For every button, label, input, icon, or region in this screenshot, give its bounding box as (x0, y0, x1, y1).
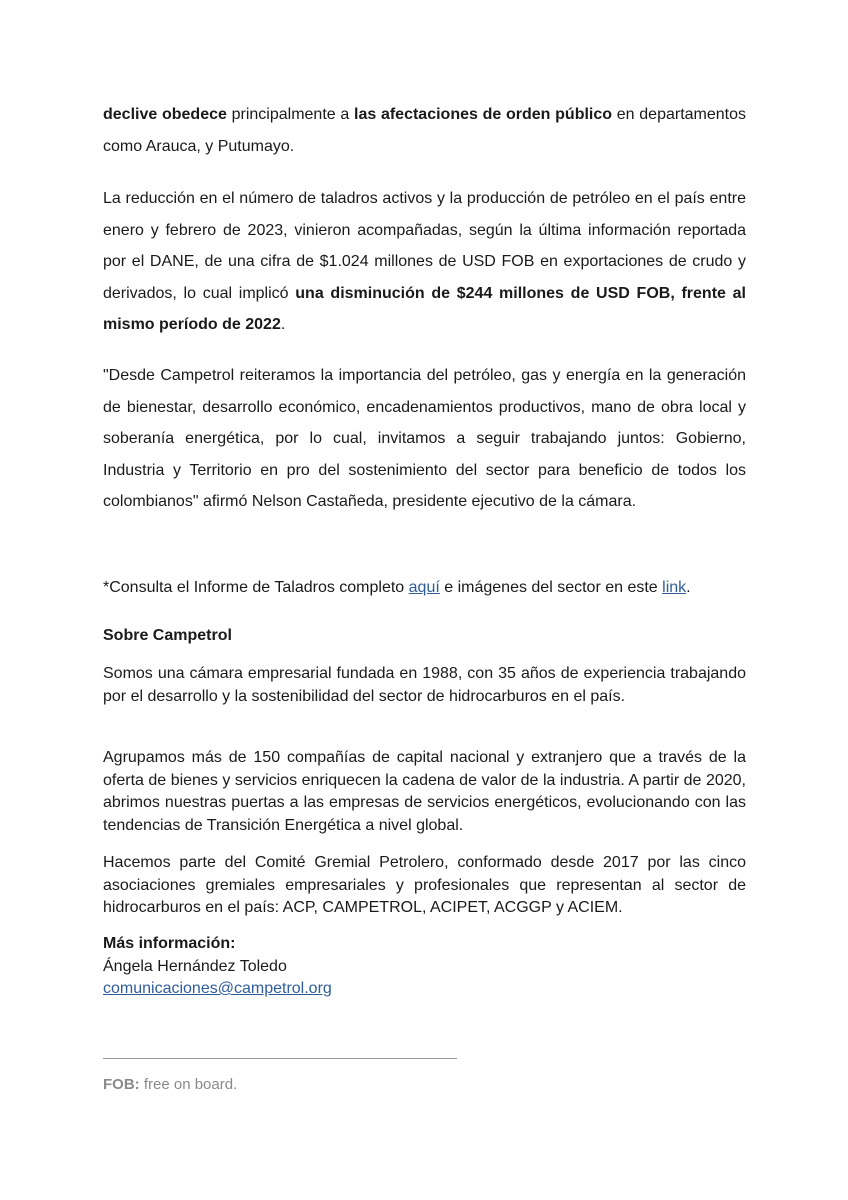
footnote (103, 1076, 237, 1093)
bold-text: una disminución de $244 millones de USD FOB, frente al mismo período de 2022 (103, 284, 746, 333)
contact-heading: Más información: (103, 935, 236, 952)
paragraph-decline (103, 99, 746, 162)
paragraph-about-3: Hacemos parte del Comité Gremial Petrolero, conformado desde 2017 por las cinco asociaciones gremiales empresariales y profesionales que representan al sector de hidrocarburos en el país: ACP, CAMPETROL, ACIPET, ACGGP y ACIEM. (103, 854, 746, 916)
paragraph-about-2: Agrupamos más de 150 compañías de capital nacional y extranjero que a través de la oferta de bienes y servicios enriquecen la cadena de valor de la industria. A partir de 2020, abrimos nuestras puertas a las empresas de servicios energéticos, evolucionando con las tendencias de Transición Energética a nivel global. (103, 749, 746, 834)
paragraph-about-1: Somos una cámara empresarial fundada en 1988, con 35 años de experiencia trabajando por el desarrollo y la sostenibilidad del sector de hidrocarburos en el país. (103, 665, 746, 705)
body-text: La reducción en el número de taladros activos y la producción de petróleo en el país entre enero y febrero de 2023, vinieron acompañadas, según la última información reportada por el DANE, de una cifra de $1.024 millones de USD FOB en exportaciones de crudo y derivados, lo cual implicó (103, 190, 746, 302)
body-text: principalmente a (226, 106, 354, 123)
report-link[interactable]: aquí (408, 579, 440, 596)
bold-text: declive obedece (103, 106, 227, 123)
contact-block (103, 933, 332, 1001)
bold-text: las afectaciones de orden público (354, 106, 613, 123)
paragraph-report-links (103, 572, 746, 604)
contact-email-link[interactable]: comunicaciones@campetrol.org (103, 980, 332, 997)
section-heading-about: Sobre Campetrol (103, 627, 232, 644)
body-text: e imágenes del sector en este (439, 579, 663, 596)
paragraph-quote: "Desde Campetrol reiteramos la importancia del petróleo, gas y energía en la generación de bienestar, desarrollo económico, encadenamientos productivos, mano de obra local y soberanía energética, por lo cual, invitamos a seguir trabajando juntos: Gobierno, Industria y Territorio en pro del sostenimiento del sector para beneficio de todos los colombianos" afirmó Nelson Castañeda, presidente ejecutivo de la cámara. (103, 367, 746, 510)
footnote-divider (103, 1058, 457, 1059)
footnote-term: FOB: (103, 1076, 140, 1093)
body-text: . (686, 579, 691, 596)
body-text: en departamentos como Arauca, y Putumayo. (103, 106, 747, 155)
paragraph-exports (103, 183, 746, 341)
footnote-text: free on board. (139, 1076, 238, 1093)
body-text: . (280, 316, 286, 333)
contact-name: Ángela Hernández Toledo (103, 957, 287, 975)
images-link[interactable]: link (662, 579, 687, 596)
body-text: *Consulta el Informe de Taladros completo (103, 579, 409, 596)
